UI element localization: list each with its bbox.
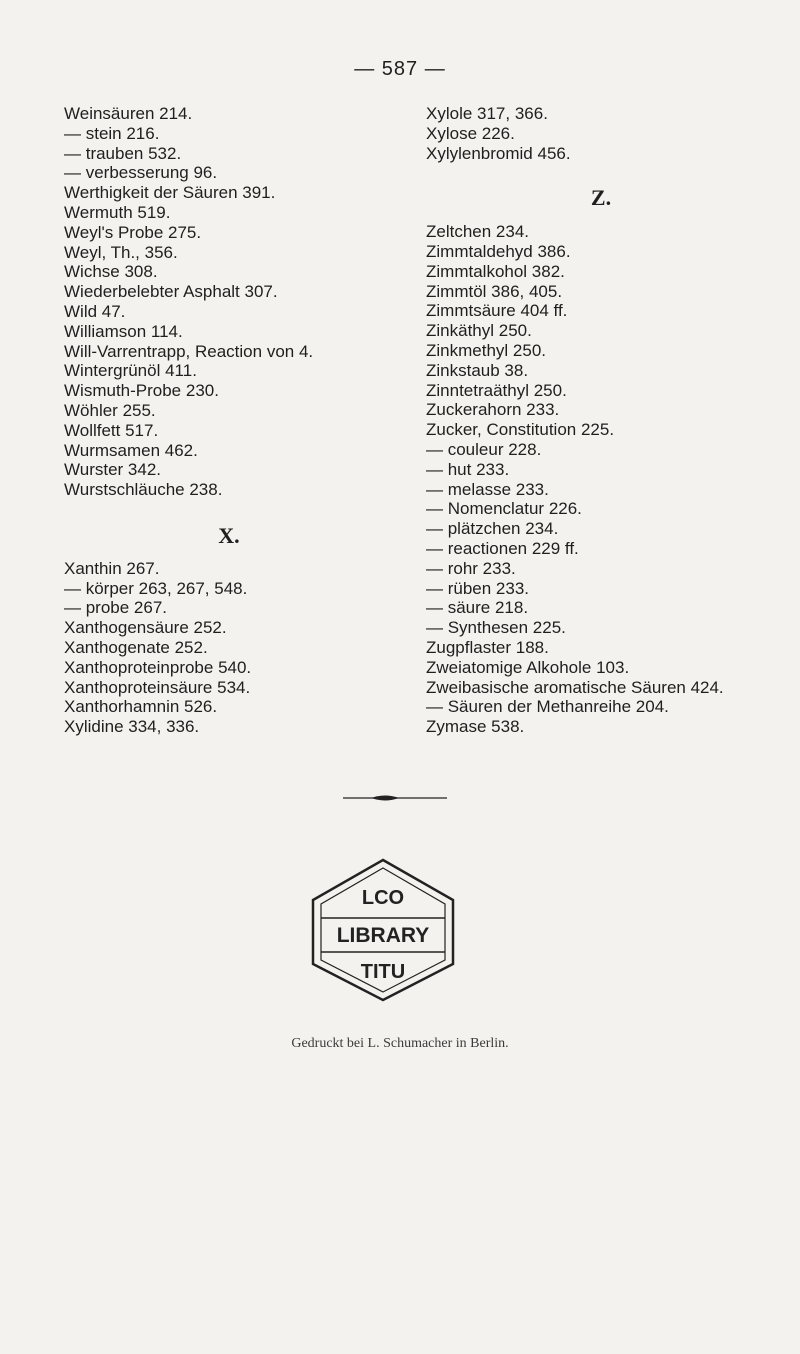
section-heading-x: X. xyxy=(218,522,240,548)
index-entry: Zinkäthyl 250. xyxy=(426,321,532,341)
index-entry: — Säuren der Methanreihe 204. xyxy=(426,697,669,717)
printer-imprint: Gedruckt bei L. Schumacher in Berlin. xyxy=(291,1036,509,1051)
library-stamp xyxy=(298,854,468,1004)
index-entry: Xanthoproteinprobe 540. xyxy=(64,657,252,677)
index-entry: Zimmtalkohol 382. xyxy=(426,261,565,281)
index-entry: Xanthorhamnin 526. xyxy=(64,697,218,717)
index-entry: Zeltchen 234. xyxy=(426,222,530,242)
index-entry: Zugpflaster 188. xyxy=(426,637,549,657)
index-entry: Zinntetraäthyl 250. xyxy=(426,380,567,400)
index-group-xy xyxy=(426,104,776,163)
index-entry: Williamson 114. xyxy=(64,321,183,341)
index-entry: Zuckerahorn 233. xyxy=(426,400,560,420)
index-entry: Zweibasische aromatische Säuren 424. xyxy=(426,677,724,697)
index-group-w xyxy=(64,104,394,500)
index-group-x xyxy=(64,559,394,737)
index-entry: Wurster 342. xyxy=(64,460,162,480)
index-entry: Wollfett 517. xyxy=(64,420,159,440)
index-entry: — couleur 228. xyxy=(426,439,542,459)
index-entry: Zymase 538. xyxy=(426,717,525,737)
index-entry: Wintergrünöl 411. xyxy=(64,361,197,381)
index-entry: Weinsäuren 214. xyxy=(64,104,193,123)
index-entry: Zweiatomige Alkohole 103. xyxy=(426,657,630,677)
index-entry: Xylose 226. xyxy=(426,123,515,143)
index-entry: Zinkmethyl 250. xyxy=(426,340,546,360)
index-entry: Wurstschläuche 238. xyxy=(64,480,223,500)
index-entry: Xylylenbromid 456. xyxy=(426,143,571,163)
index-entry: — trauben 532. xyxy=(64,143,182,163)
index-entry: Xylole 317, 366. xyxy=(426,104,548,123)
index-group-z xyxy=(426,222,776,737)
page-number: — 587 — xyxy=(354,58,446,80)
index-entry: — melasse 233. xyxy=(426,479,549,499)
index-entry: Weyl's Probe 275. xyxy=(64,222,202,242)
index-entry: — plätzchen 234. xyxy=(426,519,559,539)
index-entry: — stein 216. xyxy=(64,123,160,143)
index-entry: — probe 267. xyxy=(64,598,168,618)
index-entry: Wermuth 519. xyxy=(64,202,171,222)
right-column xyxy=(426,104,776,737)
index-entry: — körper 263, 267, 548. xyxy=(64,578,248,598)
index-entry: — säure 218. xyxy=(426,598,529,618)
index-entry: — rüben 233. xyxy=(426,578,530,598)
index-entry: — hut 233. xyxy=(426,459,510,479)
index-entry: Zinkstaub 38. xyxy=(426,360,529,380)
index-entry: Wild 47. xyxy=(64,301,126,321)
index-entry: Zimmtaldehyd 386. xyxy=(426,241,571,261)
stamp-middle-text: LIBRARY xyxy=(336,924,430,947)
ornamental-divider xyxy=(343,793,447,803)
index-entry: — reactionen 229 ff. xyxy=(426,538,579,558)
index-entry: Zucker, Constitution 225. xyxy=(426,420,615,440)
stamp-bottom-text: TITU xyxy=(360,961,406,983)
index-entry: Xylidine 334, 336. xyxy=(64,717,200,737)
index-entry: — rohr 233. xyxy=(426,558,516,578)
index-entry: Wismuth-Probe 230. xyxy=(64,381,219,401)
index-entry: Xanthogenate 252. xyxy=(64,637,208,657)
stamp-top-text: LCO xyxy=(361,887,405,909)
index-entry: Xanthin 267. xyxy=(64,558,160,578)
index-entry: — Nomenclatur 226. xyxy=(426,499,582,519)
index-entry: Zimmtsäure 404 ff. xyxy=(426,301,568,321)
index-entry: Xanthogensäure 252. xyxy=(64,618,227,638)
index-entry: Xanthoproteinsäure 534. xyxy=(64,677,251,697)
index-entry: Weyl, Th., 356. xyxy=(64,242,178,262)
index-entry: Will-Varrentrapp, Reaction von 4. xyxy=(64,341,314,361)
index-entry: Wöhler 255. xyxy=(64,400,156,420)
left-column xyxy=(64,104,394,737)
index-entry: Zimmtöl 386, 405. xyxy=(426,281,563,301)
index-entry: Wiederbelebter Asphalt 307. xyxy=(64,282,278,302)
index-entry: Wurmsamen 462. xyxy=(64,440,198,460)
index-entry: — verbesserung 96. xyxy=(64,163,218,183)
index-entry: Werthigkeit der Säuren 391. xyxy=(64,183,276,203)
index-entry: Wichse 308. xyxy=(64,262,158,282)
index-entry: — Synthesen 225. xyxy=(426,618,566,638)
section-heading-z: Z. xyxy=(590,185,612,211)
